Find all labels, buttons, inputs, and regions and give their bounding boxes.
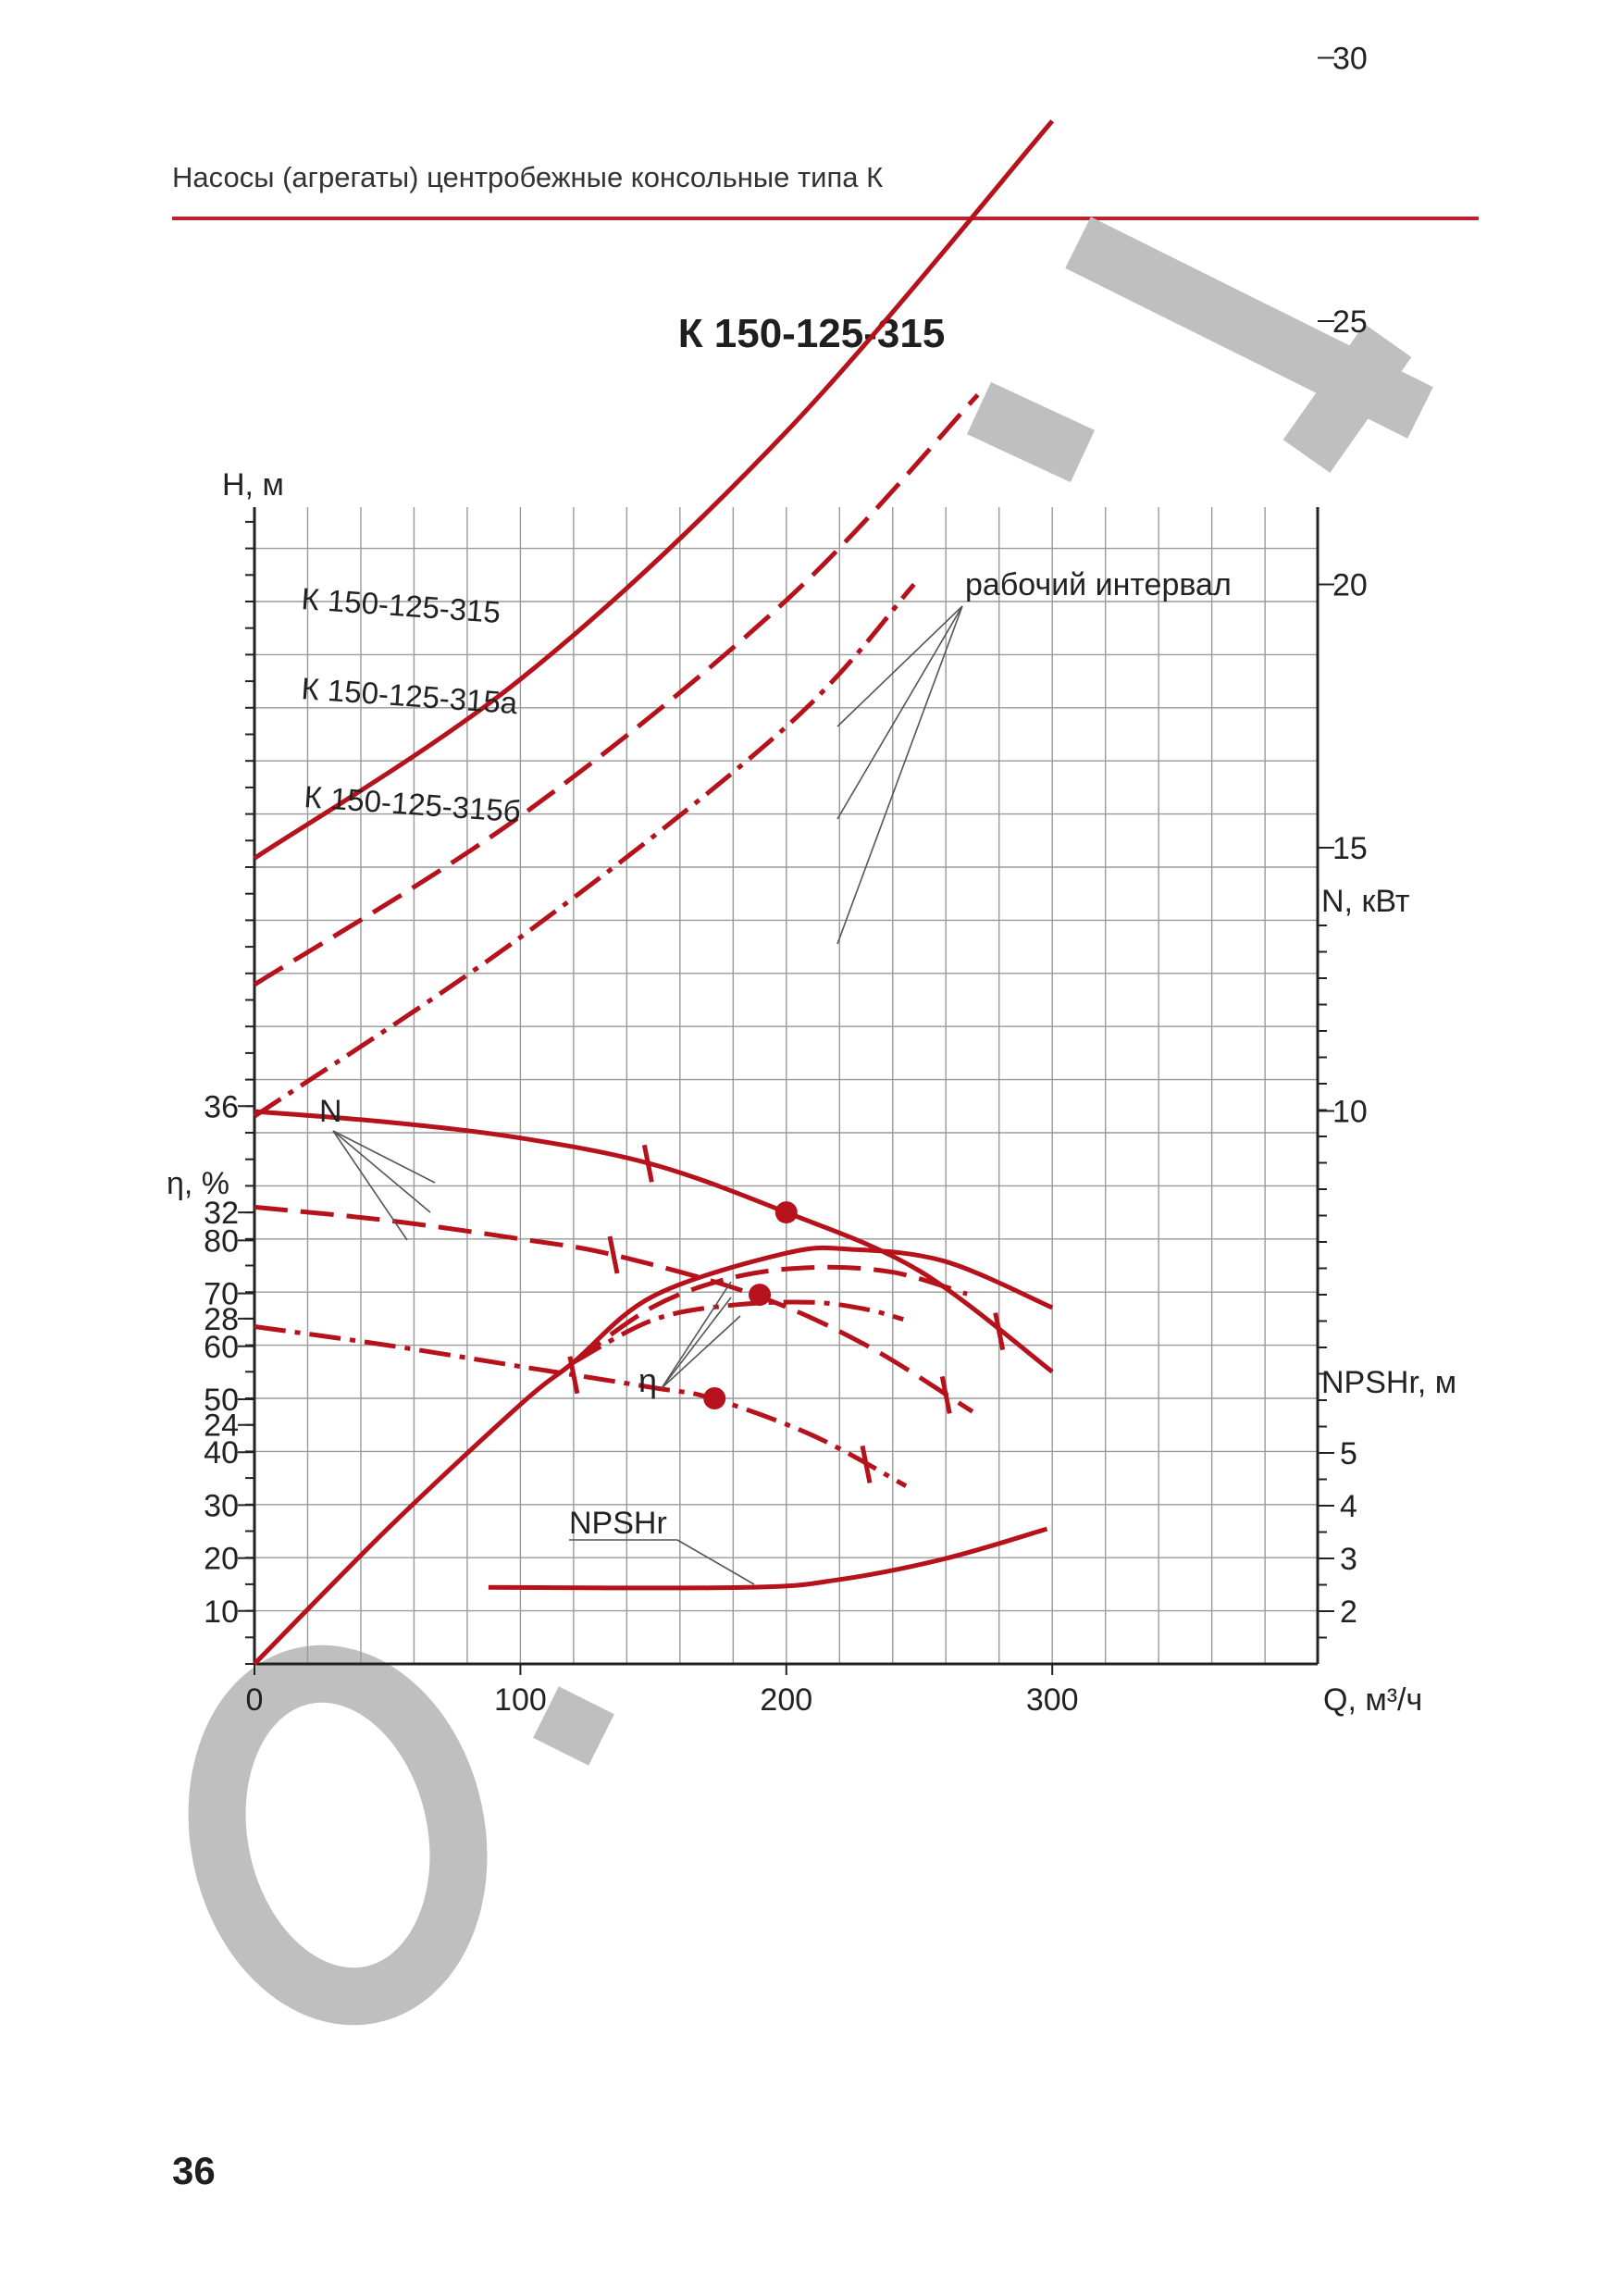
leader-line bbox=[837, 606, 962, 819]
power-tick-label: 10 bbox=[1332, 1094, 1368, 1130]
series-line-H-solid bbox=[254, 1111, 1052, 1371]
npsh-series-label: NPSHr bbox=[569, 1506, 667, 1541]
efficiency-tick-label: 70 bbox=[204, 1276, 239, 1312]
npsh-tick-label: 2 bbox=[1340, 1595, 1357, 1630]
power-series-label: N bbox=[319, 1094, 342, 1129]
efficiency-tick-label: 10 bbox=[204, 1594, 239, 1630]
x-tick-label: 300 bbox=[1025, 1682, 1079, 1718]
page-number: 36 bbox=[172, 2149, 216, 2192]
power-tick-label: 20 bbox=[1332, 567, 1368, 603]
power-axis-label: N, кВт bbox=[1321, 884, 1410, 919]
head-tick-label: 32 bbox=[204, 1196, 239, 1232]
series-name-label: К 150-125-315а bbox=[300, 671, 519, 721]
efficiency-series-label: η bbox=[638, 1361, 658, 1399]
series-line-η-dashdot bbox=[574, 1302, 903, 1362]
duty-point bbox=[703, 1387, 725, 1409]
efficiency-tick-label: 60 bbox=[204, 1329, 239, 1365]
npsh-tick-label: 5 bbox=[1340, 1436, 1357, 1471]
head-tick-label: 28 bbox=[204, 1301, 239, 1337]
series-line-η-solid bbox=[254, 1247, 1052, 1664]
watermark-ring bbox=[188, 1651, 488, 2019]
series-name-label: К 150-125-315 bbox=[300, 581, 502, 630]
leader-line bbox=[333, 1131, 430, 1212]
power-tick-label: 25 bbox=[1332, 304, 1368, 341]
watermark-stroke bbox=[979, 408, 1083, 456]
series-line-H-dashdot bbox=[254, 1327, 906, 1486]
efficiency-axis-label: η, % bbox=[167, 1166, 230, 1201]
leader-line bbox=[333, 1131, 435, 1183]
efficiency-tick-label: 40 bbox=[204, 1435, 239, 1471]
working-interval-label: рабочий интервал bbox=[965, 567, 1232, 602]
x-tick-label: 200 bbox=[760, 1682, 813, 1718]
efficiency-tick-label: 30 bbox=[204, 1488, 239, 1524]
npsh-tick-label: 3 bbox=[1340, 1542, 1357, 1577]
leader-line bbox=[677, 1540, 754, 1584]
series-line-N-solid bbox=[254, 121, 1052, 859]
npsh-axis-label: NPSHr, м bbox=[1321, 1365, 1457, 1400]
series-line-η-dash bbox=[574, 1267, 967, 1362]
working-interval-mark bbox=[610, 1236, 617, 1273]
efficiency-tick-label: 50 bbox=[204, 1383, 239, 1418]
duty-point bbox=[775, 1201, 798, 1223]
x-tick-label: 0 bbox=[245, 1682, 264, 1718]
power-tick-label: 30 bbox=[1332, 41, 1368, 77]
leader-line bbox=[837, 606, 962, 944]
chart-axes bbox=[167, 0, 1456, 1718]
x-axis-label: Q, м³/ч bbox=[1323, 1682, 1423, 1718]
head-tick-label: 36 bbox=[204, 1089, 239, 1125]
series-name-label: К 150-125-315б bbox=[303, 779, 522, 829]
efficiency-tick-label: 80 bbox=[204, 1223, 239, 1260]
series-line-N-dashdot bbox=[254, 585, 914, 1117]
watermark-stroke bbox=[546, 1712, 601, 1740]
efficiency-tick-label: 20 bbox=[204, 1541, 239, 1577]
chart-curves bbox=[254, 121, 1052, 1664]
header-title: Насосы (агрегаты) центробежные консольные типа К bbox=[172, 161, 884, 193]
head-tick-label: 24 bbox=[204, 1408, 239, 1444]
power-tick-label: 15 bbox=[1332, 831, 1368, 867]
head-axis-label: H, м bbox=[222, 467, 284, 503]
npsh-tick-label: 4 bbox=[1340, 1489, 1357, 1524]
chart-title: К 150-125-315 bbox=[677, 311, 946, 356]
x-tick-label: 100 bbox=[494, 1682, 547, 1718]
chart-labels bbox=[301, 567, 1232, 1584]
watermark bbox=[188, 242, 1423, 2019]
